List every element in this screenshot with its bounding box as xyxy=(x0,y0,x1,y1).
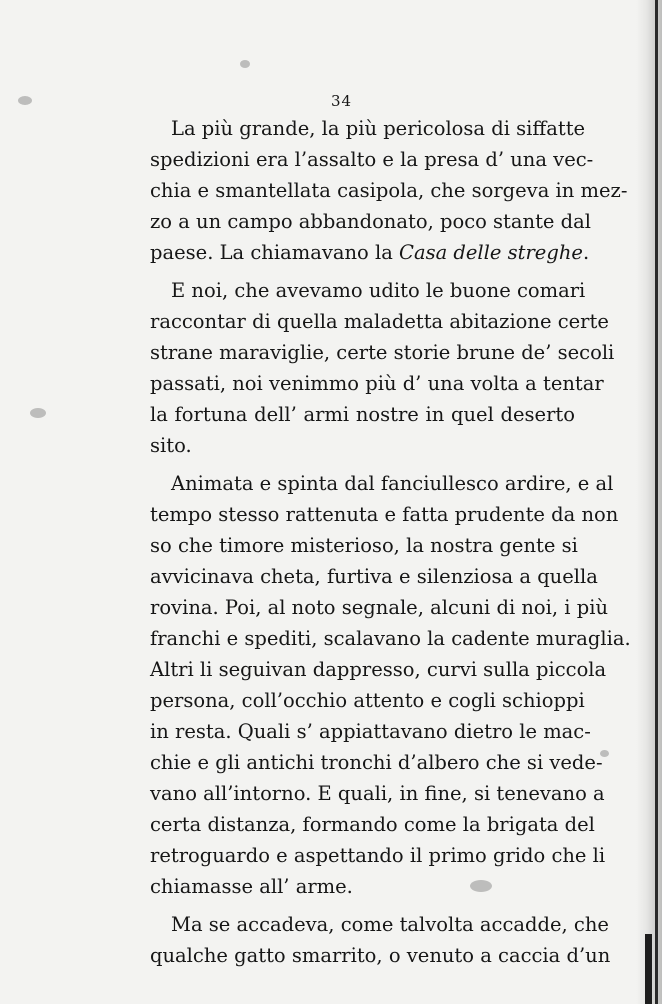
text-line: passati, noi venimmo più d’ una volta a tentar xyxy=(150,372,604,395)
paragraph-gap xyxy=(150,902,575,909)
text-line: so che timore misterioso, la nostra gente si xyxy=(150,534,578,557)
text-line: franchi e spediti, scalavano la cadente muraglia. xyxy=(150,627,631,650)
page-edge-line xyxy=(655,0,658,1004)
page-gutter-shadow xyxy=(636,0,662,1004)
text-line: vano all’intorno. E quali, in fine, si tenevano a xyxy=(150,782,605,805)
binding-mark xyxy=(645,934,652,1004)
text-line: avvicinava cheta, furtiva e silenziosa a quella xyxy=(150,565,598,588)
paper-speck xyxy=(30,408,46,418)
text-line: strane maraviglie, certe storie brune de’ secoli xyxy=(150,341,615,364)
text-line: zo a un campo abbandonato, poco stante dal xyxy=(150,210,591,233)
page-number: 34 xyxy=(331,92,353,110)
text-line: retroguardo e aspettando il primo grido che li xyxy=(150,844,606,867)
text-line: rovina. Poi, al noto segnale, alcuni di noi, i più xyxy=(150,596,609,619)
text-line: raccontar di quella maladetta abitazione certe xyxy=(150,310,609,333)
paragraph xyxy=(150,275,615,461)
body-text xyxy=(150,113,631,971)
text-line: qualche gatto smarrito, o venuto a caccia d’un xyxy=(150,944,611,967)
paragraph xyxy=(150,468,631,902)
text-line: Ma se accadeva, come talvolta accadde, che xyxy=(171,913,609,936)
text-line: spedizioni era l’assalto e la presa d’ una vec- xyxy=(150,148,594,171)
text-line: persona, coll’occhio attento e cogli schioppi xyxy=(150,689,585,712)
text-line: certa distanza, formando come la brigata del xyxy=(150,813,595,836)
text-line: la fortuna dell’ armi nostre in quel deserto xyxy=(150,403,575,426)
text-line: chiamasse all’ arme. xyxy=(150,875,353,898)
text-line xyxy=(150,237,590,268)
paragraph xyxy=(150,909,611,971)
paragraph-gap xyxy=(150,268,575,275)
text-line: La più grande, la più pericolosa di siffatte xyxy=(171,117,586,140)
paragraph-gap xyxy=(150,461,575,468)
text-line: chia e smantellata casipola, che sorgeva in mez- xyxy=(150,179,628,202)
paper-speck xyxy=(240,60,250,68)
text-run: paese. La chiamavano la xyxy=(150,241,400,264)
paper-speck xyxy=(18,96,32,105)
text-line: Altri li seguivan dappresso, curvi sulla piccola xyxy=(150,658,607,681)
text-line: chie e gli antichi tronchi d’albero che si vede- xyxy=(150,751,603,774)
text-line: Animata e spinta dal fanciullesco ardire, e al xyxy=(171,472,614,495)
text-line: in resta. Quali s’ appiattavano dietro le mac- xyxy=(150,720,591,743)
italic-title: Casa delle streghe xyxy=(399,241,583,264)
text-line: tempo stesso rattenuta e fatta prudente da non xyxy=(150,503,619,526)
text-line: sito. xyxy=(150,434,192,457)
text-run: . xyxy=(582,241,590,264)
text-line: E noi, che avevamo udito le buone comari xyxy=(171,279,586,302)
paragraph xyxy=(150,113,628,268)
